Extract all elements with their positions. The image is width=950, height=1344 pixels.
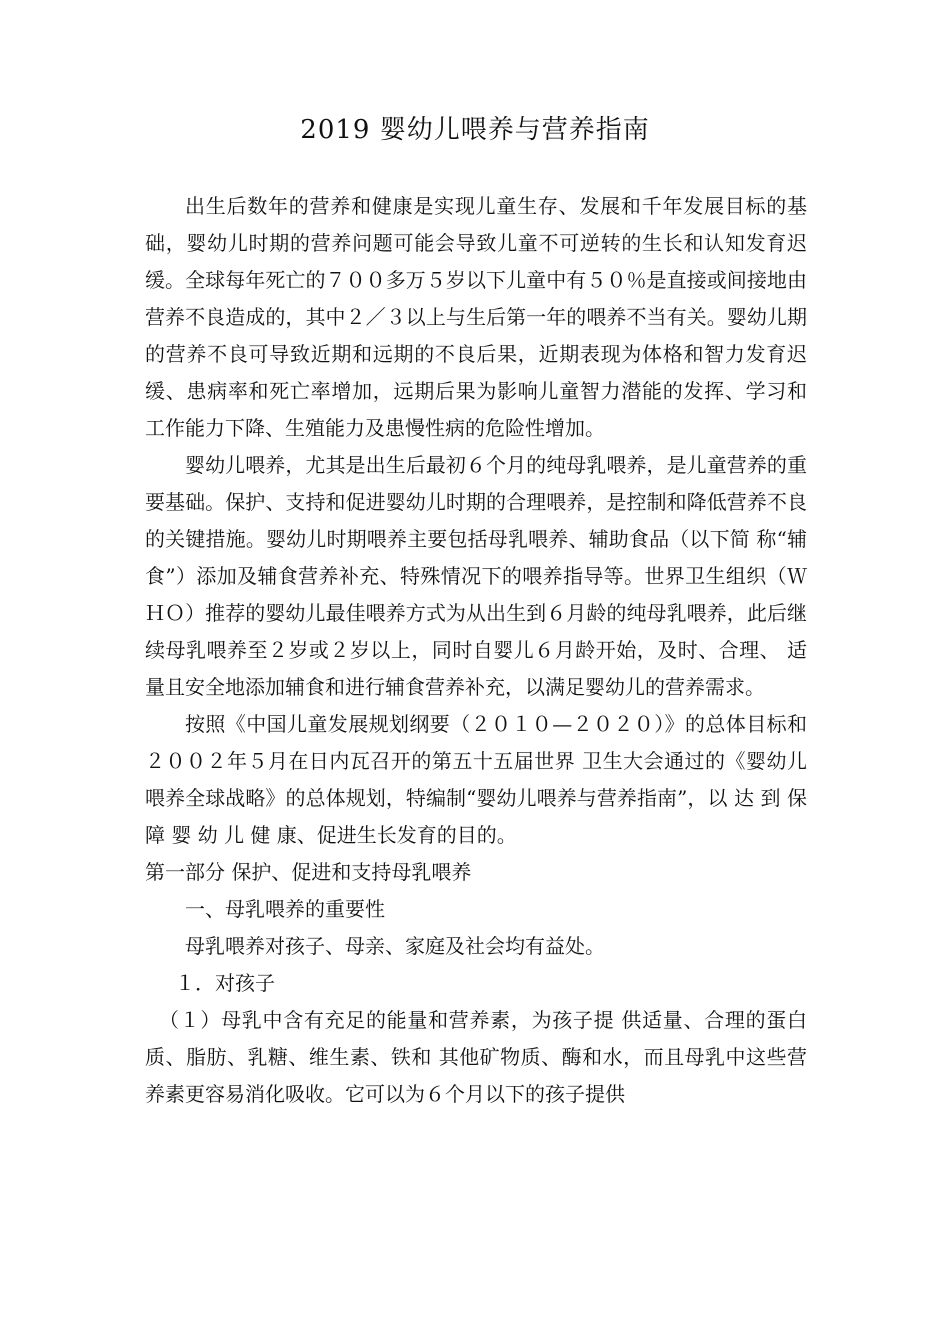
section-heading: 一、母乳喂养的重要性: [185, 897, 385, 921]
document-body: [145, 188, 807, 1113]
paragraph-intro: 出生后数年的营养和健康是实现儿童生存、发展和千年发展目标的基础，婴幼儿时期的营养问题可能会导致儿童不可逆转的生长和认知发育迟缓。全球每年死亡的７００多万５岁以下儿童中有５０％是直接或间接地由营养不良造成的，其中２／３以上与生后第一年的喂养不当有关。婴幼儿期的营养不良可导致近期和远期的不良后果，近期表现为体格和智力发育迟缓、患病率和死亡率增加，远期后果为影响儿童智力潜能的发挥、学习和 工作能力下降、生殖能力及患慢性病的危险性增加。: [145, 194, 807, 440]
part-heading: 第一部分 保护、促进和支持母乳喂养: [145, 860, 472, 884]
document-title: 2019 婴幼儿喂养与营养指南: [300, 115, 650, 145]
section-intro: 母乳喂养对孩子、母亲、家庭及社会均有益处。: [185, 934, 605, 958]
list-item-1: （１）母乳中含有充足的能量和营养素，为孩子提 供适量、合理的蛋白质、脂肪、乳糖、维生素、铁和 其他矿物质、酶和水，而且母乳中这些营养素更容易消化吸收。它可以为６个月以下的孩子提供: [145, 1008, 807, 1106]
paragraph-feeding: 婴幼儿喂养，尤其是出生后最初６个月的纯母乳喂养，是儿童营养的重要基础。保护、支持和促进婴幼儿时期的合理喂养，是控制和降低营养不良的关键措施。婴幼儿时期喂养主要包括母乳喂养、辅助食品（以下简 称“辅食”）添加及辅食营养补充、特殊情况下的喂养指导等。世界卫生组织（ＷＨＯ）推荐的婴幼儿最佳喂养方式为从出生到６月龄的纯母乳喂养，此后继续母乳喂养至２岁或２岁以上，同时自婴儿６月龄开始，及时、合理、 适量且安全地添加辅食和进行辅食营养补充，以满足婴幼儿的营养需求。: [145, 453, 807, 699]
paragraph-guideline-basis: 按照《中国儿童发展规划纲要（２０１０—２０２０）》的总体目标和２００２年５月在日内瓦召开的第五十五届世界 卫生大会通过的《婴幼儿喂养全球战略》的总体规划，特编制“婴幼儿喂养与营养指南”，以 达 到 保 障 婴 幼 儿 健 康、促进生长发育的目的。: [145, 712, 807, 847]
subsection-heading: １．对孩子: [175, 971, 275, 995]
